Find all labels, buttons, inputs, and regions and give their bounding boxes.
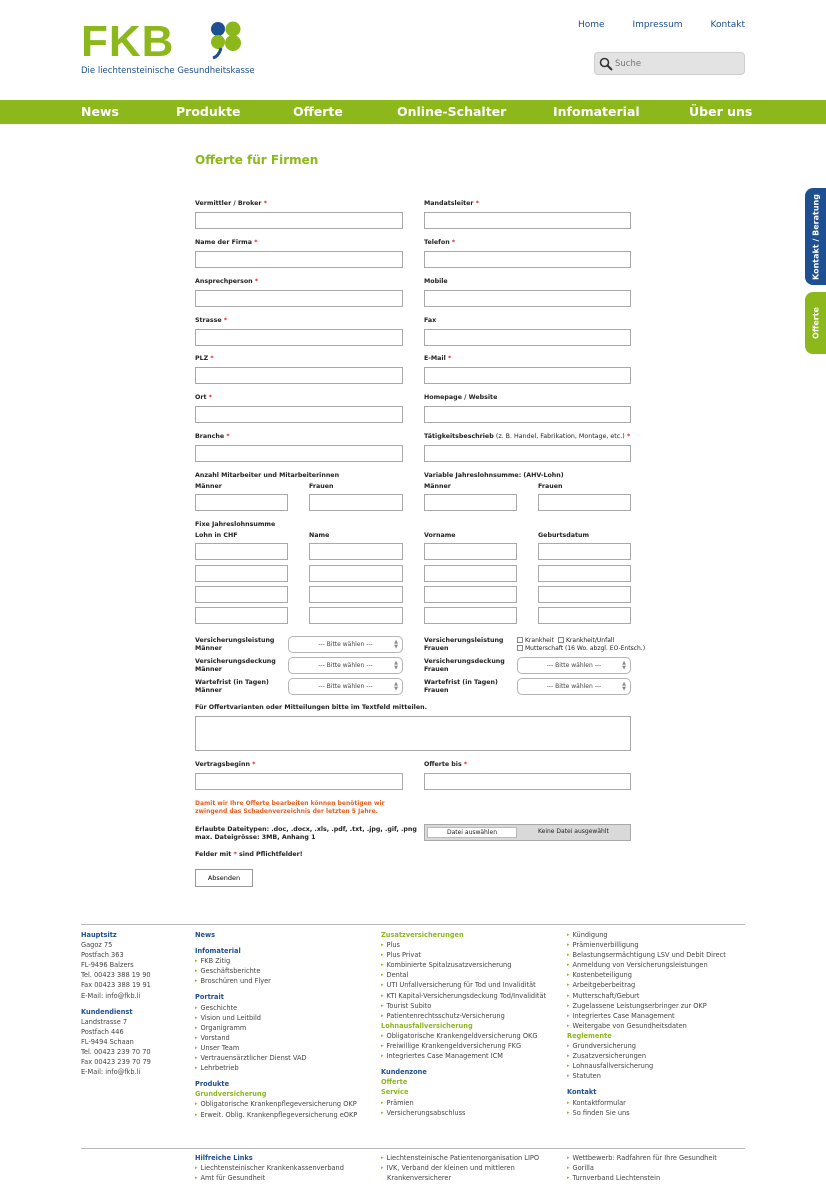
links-col-c	[567, 1153, 717, 1183]
select-arrows-icon: ▲ ▼	[622, 660, 626, 671]
label-wartefrist-frauen	[424, 679, 498, 695]
footer-link[interactable]: ▸ Geschäftsberichte	[195, 966, 357, 976]
main-nav	[0, 100, 826, 124]
file-upload	[424, 824, 631, 841]
lohn-input[interactable]	[195, 586, 288, 603]
address-line: FL-9494 Schaan	[81, 1037, 134, 1046]
nav-news[interactable]: News	[81, 104, 119, 119]
label-firma	[195, 239, 258, 247]
versicherungsleistung-maenner-select[interactable]	[288, 636, 403, 653]
address-email[interactable]: E-Mail: info@fkb.li	[81, 1068, 141, 1077]
label-name: Name	[309, 532, 330, 539]
required-mark: *	[475, 200, 479, 207]
footer-link[interactable]: ▸ Obligatorische Krankengeldversicherung OKG	[381, 1031, 546, 1041]
label-frauen: Frauen	[309, 483, 334, 490]
footer-link[interactable]: ▸ Versicherungsabschluss	[381, 1108, 546, 1118]
label-fixe-lohnsumme: Fixe Jahreslohnsumme	[195, 521, 276, 528]
homepage-input[interactable]	[424, 406, 631, 423]
lohn-input[interactable]	[195, 543, 288, 560]
select-arrows-icon: ▲ ▼	[394, 639, 398, 650]
footer-link[interactable]: ▸ Organigramm	[195, 1023, 357, 1033]
required-mark: *	[226, 433, 230, 440]
wartefrist-frauen-select[interactable]	[517, 678, 631, 695]
mobile-input[interactable]	[424, 290, 631, 307]
geburtsdatum-input[interactable]	[538, 565, 631, 582]
topnav-home[interactable]: Home	[577, 20, 605, 30]
label-maenner: Männer	[195, 483, 222, 490]
label-strasse	[195, 317, 227, 325]
label-line: Versicherungsleistung	[195, 637, 275, 644]
checkbox-label: Krankheit/Unfall	[566, 637, 615, 644]
nav-online-schalter[interactable]: Online-Schalter	[397, 104, 507, 119]
label-line: Wartefrist (in Tagen)	[424, 679, 498, 686]
label-versicherungsleistung-maenner	[195, 637, 274, 653]
nav-produkte[interactable]: Produkte	[176, 104, 241, 119]
vorname-input[interactable]	[424, 543, 517, 560]
vorname-input[interactable]	[424, 586, 517, 603]
checkbox-icon	[558, 637, 564, 643]
footer-link[interactable]: ▸ Turnverband Liechtenstein	[567, 1173, 717, 1183]
mitteilung-textarea[interactable]	[195, 716, 631, 751]
footer-link[interactable]: ▸ Unser Team	[195, 1043, 357, 1053]
address-line: Postfach 363	[81, 951, 124, 960]
label-line: Versicherungsleistung	[424, 637, 504, 644]
label-dateitypen	[195, 826, 417, 842]
label-geburtsdatum: Geburtsdatum	[538, 532, 590, 539]
versicherungsdeckung-maenner-select[interactable]	[288, 657, 403, 674]
links-col-a	[195, 1153, 344, 1183]
branche-input[interactable]	[195, 445, 403, 462]
label-line: Wartefrist (in Tagen)	[195, 679, 269, 686]
wartefrist-maenner-select[interactable]	[288, 678, 403, 695]
email-input[interactable]	[424, 367, 631, 384]
label-telefon	[424, 239, 455, 247]
label-pflichtfelder	[195, 851, 303, 859]
nav-infomaterial[interactable]: Infomaterial	[553, 104, 640, 119]
label-anzahl-mitarbeiter: Anzahl Mitarbeiter und Mitarbeiterinnen	[195, 472, 340, 479]
label-text: Ort	[195, 394, 207, 401]
footer-link[interactable]: ▸ UTI Unfallversicherung für Tod und Invalidität	[381, 980, 546, 990]
file-status: Keine Datei ausgewählt	[538, 828, 609, 835]
required-mark: *	[451, 239, 456, 246]
footer-link[interactable]: ▸ Freiwillige Krankengeldversicherung FKG	[381, 1041, 546, 1051]
footer-link[interactable]: ▸ Kontaktformular	[567, 1098, 726, 1108]
footer-divider	[81, 924, 745, 925]
search-box	[594, 52, 745, 75]
label-text: Branche	[195, 433, 225, 440]
footer-subheading-reglemente[interactable]: Reglemente	[567, 1031, 612, 1040]
label-mandatsleiter	[424, 200, 479, 208]
label-text: Felder mit	[195, 851, 234, 858]
footer-heading-infomaterial[interactable]: Infomaterial	[195, 947, 241, 956]
address-line: Landstrasse 7	[81, 1017, 128, 1026]
nav-ueber-uns[interactable]: Über uns	[689, 104, 753, 119]
label-text: Mandatsleiter	[424, 200, 474, 207]
footer-link[interactable]: ▸ Lehrbetrieb	[195, 1063, 357, 1073]
footer-link[interactable]: ▸ Dental	[381, 970, 546, 980]
geburtsdatum-input[interactable]	[538, 607, 631, 624]
label-line: Frauen	[424, 687, 449, 694]
checkbox-krankheit[interactable]	[517, 637, 554, 644]
address-line: Fax 00423 239 70 79	[81, 1058, 151, 1067]
footer-subheading-zusatz[interactable]: Zusatzversicherungen	[381, 931, 464, 939]
footer-link[interactable]: ▸ Vertrauensärztlicher Dienst VAD	[195, 1053, 357, 1063]
required-mark: *	[254, 278, 259, 285]
footer-heading-produkte[interactable]: Produkte	[195, 1080, 230, 1089]
footer-link[interactable]: ▸ Liechtensteinische Patientenorganisation LIPO	[381, 1153, 539, 1163]
nav-offerte[interactable]: Offerte	[293, 104, 343, 119]
address-line: Tel. 00423 388 19 90	[81, 971, 151, 980]
topnav-kontakt[interactable]: Kontakt	[710, 20, 745, 30]
footer-col-address	[81, 930, 151, 1077]
label-versicherungsdeckung-frauen	[424, 658, 505, 674]
lohn-input[interactable]	[195, 565, 288, 582]
select-arrows-icon: ▲ ▼	[622, 681, 626, 692]
search-input[interactable]	[615, 56, 740, 72]
label-text: Vertragsbeginn	[195, 761, 250, 768]
label-wartefrist-maenner	[195, 679, 269, 695]
checkbox-icon	[517, 645, 523, 651]
label-line: Erlaubte Dateitypen: .doc, .docx, .xls, .pdf, .txt, .jpg, .gif, .png	[195, 826, 417, 833]
label-line: Männer	[195, 645, 222, 652]
footer-link[interactable]: ▸ Geschichte	[195, 1003, 357, 1013]
top-nav	[578, 20, 745, 30]
footer-heading-portrait[interactable]: Portrait	[195, 993, 224, 1002]
label-fax: Fax	[424, 317, 437, 324]
anzahl-maenner-input[interactable]	[195, 494, 288, 511]
variable-maenner-input[interactable]	[424, 494, 517, 511]
footer-divider	[81, 1148, 745, 1149]
label-text: Telefon	[424, 239, 450, 246]
label-text: Offerte bis	[424, 761, 462, 768]
footer-link[interactable]: ▸ KTI Kapital-Versicherungsdeckung Tod/Invalidität	[381, 991, 546, 1001]
footer-heading-links: Hilfreiche Links	[195, 1154, 253, 1162]
footer-link[interactable]: ▸ Gorilla	[567, 1163, 717, 1173]
geburtsdatum-input[interactable]	[538, 586, 631, 603]
name-input[interactable]	[309, 607, 403, 624]
side-tab-offerte-label: Offerte	[811, 307, 820, 339]
telefon-input[interactable]	[424, 251, 631, 268]
ansprechperson-input[interactable]	[195, 290, 403, 307]
select-value: --- Bitte wählen ---	[318, 641, 373, 648]
lohn-input[interactable]	[195, 607, 288, 624]
label-taetigkeit	[424, 433, 630, 441]
footer-link[interactable]: ▸ Vision und Leitbild	[195, 1013, 357, 1023]
label-line: Versicherungsdeckung	[195, 658, 276, 665]
warning-text	[195, 800, 385, 816]
label-email	[424, 355, 451, 363]
footer-link[interactable]: ▸ Wettbewerb: Radfahren für Ihre Gesundheit	[567, 1153, 717, 1163]
vermittler-input[interactable]	[195, 212, 403, 229]
label-text: sind Pflichtfelder!	[236, 851, 303, 858]
label-ort	[195, 394, 212, 402]
select-value: --- Bitte wählen ---	[546, 683, 602, 690]
footer-link[interactable]: ▸ Lohnausfallversicherung	[567, 1061, 726, 1071]
footer-link[interactable]: ▸ Amt für Gesundheit	[195, 1173, 344, 1183]
footer-link[interactable]: ▸ Plus	[381, 940, 546, 950]
label-text: PLZ	[195, 355, 209, 362]
label-plz	[195, 355, 214, 363]
address-line: Fax 00423 388 19 91	[81, 981, 151, 990]
versicherungsdeckung-frauen-select[interactable]	[517, 657, 631, 674]
footer-link[interactable]: ▸ Kombinierte Spitalzusatzversicherung	[381, 960, 546, 970]
footer-link[interactable]: ▸ Kostenbeteiligung	[567, 970, 726, 980]
required-mark: *	[233, 851, 237, 858]
footer-link[interactable]: ▸ Anmeldung von Versicherungsleistungen	[567, 960, 726, 970]
ort-input[interactable]	[195, 406, 403, 423]
label-text: E-Mail	[424, 355, 446, 362]
side-tab-offerte[interactable]	[805, 292, 826, 354]
select-value: --- Bitte wählen ---	[546, 662, 602, 669]
links-col-b	[381, 1153, 539, 1183]
footer-link[interactable]: ▸ Statuten	[567, 1071, 726, 1081]
label-line: Frauen	[424, 645, 449, 652]
checkbox-label: Krankheit	[525, 637, 554, 644]
footer-link[interactable]: ▸ Integriertes Case Management	[567, 1011, 726, 1021]
required-mark: *	[463, 761, 468, 768]
clover-icon	[207, 20, 243, 60]
label-note: (z. B. Handel, Fabrikation, Montage, etc.)	[495, 433, 625, 440]
label-ansprechperson	[195, 278, 258, 286]
mandatsleiter-input[interactable]	[424, 212, 631, 229]
footer-col-3	[381, 930, 546, 1118]
taetigkeit-input[interactable]	[424, 445, 631, 462]
page-title: Offerte für Firmen	[195, 153, 319, 167]
footer-link[interactable]: ▸ Tourist Subito	[381, 1001, 546, 1011]
select-value: --- Bitte wählen ---	[318, 662, 373, 669]
label-maenner: Männer	[424, 483, 451, 490]
label-mitteilung: Für Offertvarianten oder Mitteilungen bitte im Textfeld mitteilen.	[195, 704, 427, 711]
label-text: Ansprechperson	[195, 278, 253, 285]
checkbox-mutterschaft[interactable]	[517, 645, 645, 652]
anzahl-frauen-input[interactable]	[309, 494, 403, 511]
footer-link[interactable]: ▸ IVK, Verband der kleinen und mittleren	[381, 1163, 539, 1173]
name-input[interactable]	[309, 586, 403, 603]
footer-heading-kundenzone[interactable]: Kundenzone	[381, 1068, 427, 1077]
label-text: Vermittler / Broker	[195, 200, 262, 207]
required-mark: *	[208, 394, 212, 401]
footer-link-offerte[interactable]: Offerte	[381, 1078, 408, 1087]
label-line: Männer	[195, 666, 222, 673]
required-mark: *	[263, 200, 267, 207]
required-mark: *	[210, 355, 214, 362]
footer-subheading-service[interactable]: Service	[381, 1088, 409, 1097]
label-line: Frauen	[424, 666, 449, 673]
address-email[interactable]: E-Mail: info@fkb.li	[81, 991, 141, 1000]
name-input[interactable]	[309, 543, 403, 560]
footer-col-4	[567, 930, 726, 1118]
required-mark: *	[252, 761, 256, 768]
vorname-input[interactable]	[424, 607, 517, 624]
label-text: Name der Firma	[195, 239, 252, 246]
footer-link[interactable]: ▸ Belastungsermächtigung LSV und Debit Direct	[567, 950, 726, 960]
footer-link[interactable]: ▸ So finden Sie uns	[567, 1108, 726, 1118]
footer-link[interactable]: ▸ Grundversicherung	[567, 1041, 726, 1051]
footer-heading: Hauptsitz	[81, 931, 117, 939]
fax-input[interactable]	[424, 329, 631, 346]
address-line: FL-9496 Balzers	[81, 961, 134, 970]
address-line: Gagoz 75	[81, 941, 113, 950]
select-value: --- Bitte wählen ---	[318, 683, 373, 690]
side-tab-kontakt[interactable]	[805, 188, 826, 285]
required-mark: *	[223, 317, 228, 324]
required-mark: *	[447, 355, 452, 362]
name-input[interactable]	[309, 565, 403, 582]
label-vertragsbeginn	[195, 761, 255, 769]
footer-link[interactable]: ▸ FKB Zitig	[195, 956, 357, 966]
footer-link[interactable]: ▸ Obligatorische Krankenpflegeversicherung OKP	[195, 1099, 357, 1109]
checkbox-icon	[517, 637, 523, 643]
footer-link[interactable]: ▸ Zugelassene Leistungserbringer zur OKP	[567, 1001, 726, 1011]
logo-tagline: Die liechtensteinische Gesundheitskasse	[81, 66, 255, 76]
address-line: Postfach 446	[81, 1027, 124, 1036]
geburtsdatum-input[interactable]	[538, 543, 631, 560]
offerte-bis-input[interactable]	[424, 773, 631, 790]
footer-link[interactable]: ▸ Liechtensteinischer Krankenkassenverband	[195, 1163, 344, 1173]
footer-link-news[interactable]: News	[195, 931, 216, 939]
warning-line: Damit wir Ihre Offerte bearbeiten können benötigen wir	[195, 800, 385, 807]
label-offerte-bis	[424, 761, 467, 769]
label-branche	[195, 433, 230, 441]
required-mark: *	[254, 239, 258, 246]
plz-input[interactable]	[195, 367, 403, 384]
label-vorname: Vorname	[424, 532, 456, 539]
footer-link[interactable]: ▸ Broschüren und Flyer	[195, 976, 357, 986]
strasse-input[interactable]	[195, 329, 403, 346]
footer-link-cont[interactable]: Krankenversicherer	[387, 1174, 452, 1183]
footer-link[interactable]: ▸ Zusatzversicherungen	[567, 1051, 726, 1061]
footer-link[interactable]: ▸ Kündigung	[567, 930, 726, 940]
footer-link[interactable]: ▸ Prämien	[381, 1098, 546, 1108]
checkbox-krankheit-unfall[interactable]	[558, 637, 614, 644]
file-select-button[interactable]: Datei auswählen	[427, 827, 517, 838]
footer-heading: Kundendienst	[81, 1007, 133, 1016]
label-vermittler	[195, 200, 267, 208]
label-line: max. Dateigrösse: 3MB, Anhang 1	[195, 834, 316, 841]
label-frauen: Frauen	[538, 483, 563, 490]
firma-input[interactable]	[195, 251, 403, 268]
label-versicherungsdeckung-maenner	[195, 658, 276, 674]
checkbox-label: Mutterschaft (16 Wo. abzgl. EO-Entsch.)	[525, 645, 646, 652]
label-variable-lohnsumme: Variable Jahreslohnsumme: (AHV-Lohn)	[424, 472, 564, 479]
footer-link[interactable]: ▸ Plus Privat	[381, 950, 546, 960]
footer-link[interactable]: ▸ Integriertes Case Management ICM	[381, 1051, 546, 1061]
footer-subheading-grundversicherung[interactable]: Grundversicherung	[195, 1090, 267, 1099]
label-homepage: Homepage / Website	[424, 394, 498, 401]
address-line: Tel. 00423 239 70 70	[81, 1048, 151, 1057]
variable-frauen-input[interactable]	[538, 494, 631, 511]
warning-line: zwingend das Schadenverzeichnis der letzten 5 Jahre.	[195, 808, 378, 815]
footer-link[interactable]: ▸ Vorstand	[195, 1033, 357, 1043]
label-text: Strasse	[195, 317, 222, 324]
footer-link[interactable]: ▸ Arbeitgeberbeitrag	[567, 980, 726, 990]
logo-text: FKB	[81, 17, 175, 66]
vorname-input[interactable]	[424, 565, 517, 582]
footer-link[interactable]: ▸ Erweit. Oblig. Krankenpflegeversicherung eOKP	[195, 1110, 357, 1120]
footer-link[interactable]: ▸ Mutterschaft/Geburt	[567, 991, 726, 1001]
submit-button[interactable]: Absenden	[195, 869, 253, 887]
search-icon[interactable]	[599, 57, 613, 71]
label-line: Versicherungsdeckung	[424, 658, 505, 665]
footer-heading-kontakt[interactable]: Kontakt	[567, 1088, 597, 1097]
label-versicherungsleistung-frauen	[424, 637, 503, 653]
topnav-impressum[interactable]: Impressum	[632, 20, 683, 30]
footer-subheading-lohnausfall[interactable]: Lohnausfallversicherung	[381, 1021, 473, 1030]
side-tab-kontakt-label: Kontakt / Beratung	[811, 193, 820, 280]
vertragsbeginn-input[interactable]	[195, 773, 403, 790]
footer-col-2	[195, 930, 357, 1120]
select-arrows-icon: ▲ ▼	[394, 660, 398, 671]
required-mark: *	[626, 433, 631, 440]
footer-link[interactable]: ▸ Patientenrechtsschutz-Versicherung	[381, 1011, 546, 1021]
label-mobile: Mobile	[424, 278, 448, 285]
footer-link[interactable]: ▸ Prämienverbilligung	[567, 940, 726, 950]
footer-link[interactable]: ▸ Weitergabe von Gesundheitsdaten	[567, 1021, 726, 1031]
label-line: Männer	[195, 687, 222, 694]
select-arrows-icon: ▲ ▼	[394, 681, 398, 692]
label-text: Tätigkeitsbeschrieb	[424, 433, 494, 440]
logo[interactable]	[81, 17, 255, 80]
label-lohn-chf: Lohn in CHF	[195, 532, 238, 539]
